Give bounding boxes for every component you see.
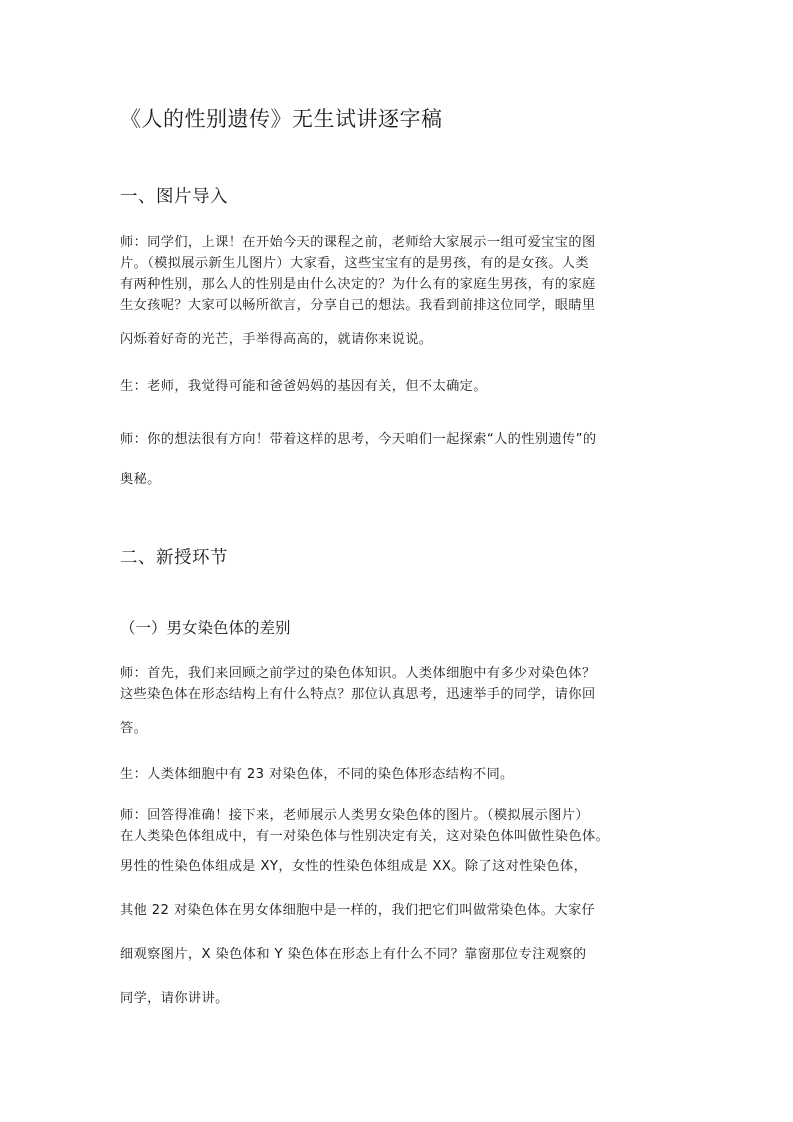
paragraph-line [120,900,676,921]
section-heading-1: 一、图片导入 [120,187,228,207]
paragraph-teacher-response-1-end [120,469,676,490]
text-line: 答。 [120,721,148,736]
text-line: 男性的性染色体组成是 XY，女性的性染色体组成是 XX。除了这对性染色体， [120,859,588,874]
page-title: 《人的性别遗传》无生试讲逐字稿 [120,107,443,131]
paragraph-line [120,988,676,1009]
text-line: 在人类染色体组成中，有一对染色体与性别决定有关，这对染色体叫做性染色体。 [120,829,610,844]
paragraph-student-answer-2 [120,764,676,785]
paragraph-teacher-review [120,663,676,705]
text-line: 同学，请你讲讲。 [120,991,229,1006]
paragraph-student-answer-1 [120,376,676,397]
text-line: 师：同学们，上课！在开始今天的课程之前，老师给大家展示一组可爱宝宝的图 [120,235,596,250]
paragraph-line [120,856,676,877]
section-heading-2: 二、新授环节 [120,548,228,568]
subsection-heading: （一）男女染色体的差别 [120,619,291,637]
text-line: 生女孩呢？大家可以畅所欲言，分享自己的想法。我看到前排这位同学，眼睛里 [120,298,596,313]
paragraph-intro-teacher-end [120,329,676,350]
text-line: 片。（模拟展示新生儿图片）大家看，这些宝宝有的是男孩，有的是女孩。人类 [120,256,589,271]
paragraph-teacher-response-1 [120,429,676,450]
paragraph-teacher-chromosomes [120,805,676,847]
text-line: 师：你的想法很有方向！带着这样的思考，今天咱们一起探索“人的性别遗传”的 [120,432,597,447]
text-line: 生：人类体细胞中有 23 对染色体，不同的染色体形态结构不同。 [120,767,514,782]
paragraph-teacher-review-end [120,718,676,739]
text-line: 奥秘。 [120,472,161,487]
text-line: 师：回答得准确！接下来，老师展示人类男女染色体的图片。（模拟展示图片） [120,808,589,823]
text-line: 师：首先，我们来回顾之前学过的染色体知识。人类体细胞中有多少对染色体？ [120,666,596,681]
text-line: 闪烁着好奇的光芒，手举得高高的，就请你来说说。 [120,332,433,347]
text-line: 生：老师，我觉得可能和爸爸妈妈的基因有关，但不太确定。 [120,379,487,394]
text-line: 其他 22 对染色体在男女体细胞中是一样的，我们把它们叫做常染色体。大家仔 [120,903,596,918]
text-line: 细观察图片，X 染色体和 Y 染色体在形态上有什么不同？靠窗那位专注观察的 [120,947,587,962]
text-line: 有两种性别，那么人的性别是由什么决定的？为什么有的家庭生男孩，有的家庭 [120,277,596,292]
text-line: 这些染色体在形态结构上有什么特点？那位认真思考，迅速举手的同学，请你回 [120,687,596,702]
paragraph-intro-teacher [120,232,676,316]
paragraph-line [120,944,676,965]
